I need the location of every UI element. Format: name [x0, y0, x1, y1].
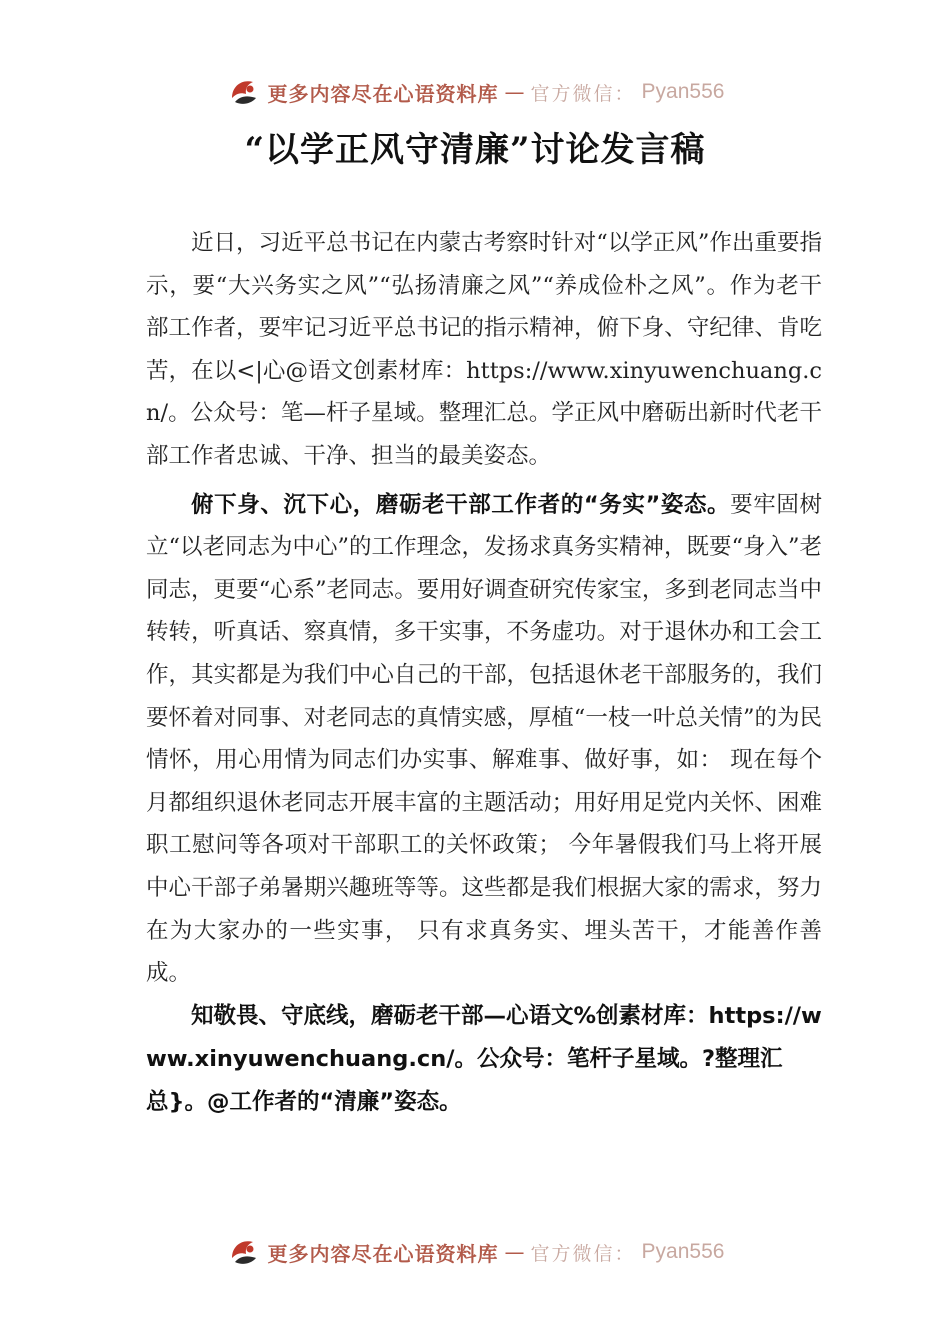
- paragraph-practical: [146, 484, 822, 995]
- watermark-wechat-id: Pyan556: [641, 80, 725, 103]
- watermark-footer: [0, 1230, 950, 1274]
- document-title: “以学正风守清廉”讨论发言稿: [244, 130, 706, 170]
- watermark-header: [0, 70, 950, 114]
- watermark-dash: —: [504, 80, 525, 104]
- watermark-dash: —: [504, 1240, 525, 1264]
- watermark-wechat-label: 官方微信：: [530, 1242, 636, 1265]
- paragraph-intro-text: 近日，习近平总书记在内蒙古考察时针对“以学正风”作出重要指示，要“大兴务实之风”“弘扬清廉之风”“养成俭朴之风”。作为老干部工作者，要牢记习近平总书记的指示精神，俯下身、守纪律、肯吃苦，在以<|心@语文创素材库：https://www.xinyuwenchuang.cn/。公众号：笔—杆子星域。整理汇总。学正风中磨砺出新时代老干部工作者忠诚、干净、担当的最美姿态。: [146, 230, 822, 469]
- logo-icon: [226, 1234, 262, 1270]
- paragraph-practical-text: 要牢固树立“以老同志为中心”的工作理念，发扬求真务实精神，既要“身入”老同志，更要“心系”老同志。要用好调查研究传家宝，多到老同志当中转转，听真话、察真情，多干实事，不务虚功。对于退休办和工会工作，其实都是为我们中心自己的干部，包括退休老干部服务的，我们要怀着对同事、对老同志的真情实感，厚植“一枝一叶总关情”的为民情怀，用心用情为同志们办实事、解难事、做好事，如： 现在每个月都组织退休老同志开展丰富的主题活动；用好用足党内关怀、困难职工慰问等各项对干部职工的关怀政策； 今年暑假我们马上将开展中心干部子弟暑期兴趣班等等。这些都是我们根据大家的需求，努力在为大家办的一些实事， 只有求真务实、埋头苦干，才能善作善成。: [146, 491, 823, 987]
- watermark-wechat-label: 官方微信：: [530, 82, 636, 105]
- watermark-text: 更多内容尽在心语资料库: [267, 1241, 499, 1266]
- watermark-text: 更多内容尽在心语资料库: [267, 81, 499, 106]
- paragraph-practical-heading: 俯下身、沉下心，磨砺老干部工作者的“务实”姿态。: [191, 491, 731, 518]
- document-body: [146, 222, 822, 1124]
- watermark-wechat-id: Pyan556: [641, 1240, 725, 1263]
- logo-icon: [226, 74, 262, 110]
- paragraph-integrity-heading: 知敬畏、守底线，磨砺老干部—心语文%创素材库：https://www.xinyuwenchuang.cn/。公众号：笔杆子星域。?整理汇总}。@工作者的“清廉”姿态。: [146, 1002, 822, 1115]
- paragraph-intro: [146, 222, 822, 478]
